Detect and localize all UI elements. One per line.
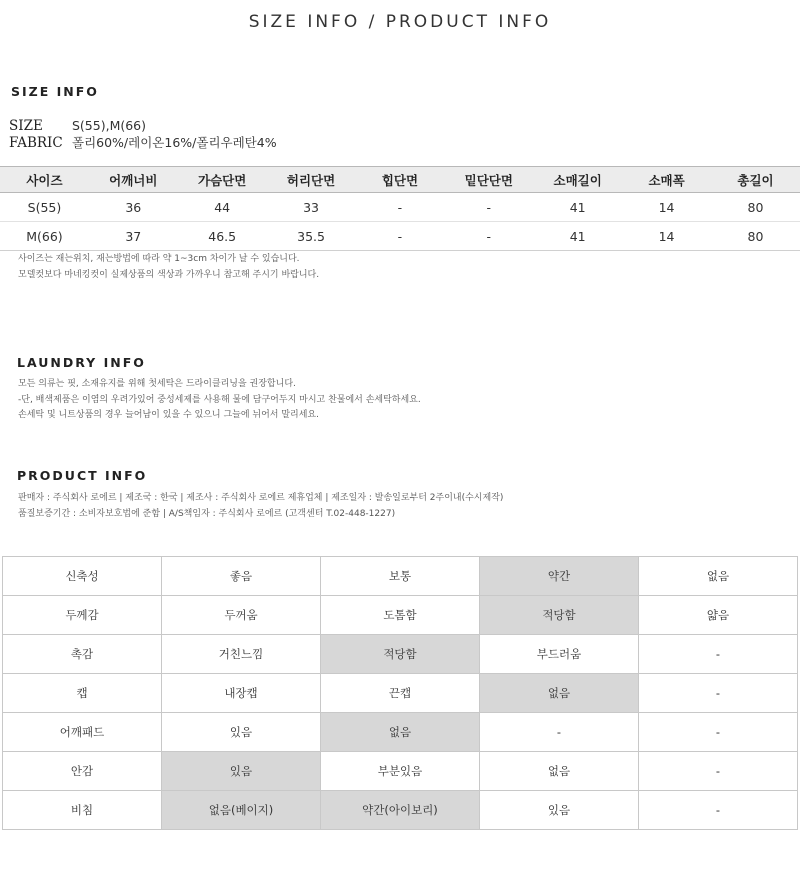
laundry-notes — [18, 377, 421, 424]
attribute-label: 캡 — [3, 674, 162, 713]
fabric-spec-row — [9, 133, 277, 151]
size-spec-row — [9, 118, 146, 134]
table-cell: - — [356, 222, 445, 251]
table-row — [0, 193, 800, 222]
table-cell: 37 — [89, 222, 178, 251]
size-table-header: 어깨너비 — [89, 167, 178, 193]
size-table-header: 가슴단면 — [178, 167, 267, 193]
table-cell: 35.5 — [267, 222, 356, 251]
table-cell: 46.5 — [178, 222, 267, 251]
attribute-option: 없음 — [639, 557, 798, 596]
note-line: 품질보증기간 : 소비자보호법에 준함 | A/S책임자 : 주식회사 로에르 (고객센터 T.02-448-1227) — [18, 508, 396, 519]
attribute-row — [3, 674, 798, 713]
product-notes — [18, 491, 503, 522]
attribute-option: 약간(아이보리) — [321, 791, 480, 830]
attribute-option: 거친느낌 — [162, 635, 321, 674]
attribute-option: 내장캡 — [162, 674, 321, 713]
size-value: S(55),M(66) — [72, 118, 147, 133]
attribute-option: - — [639, 674, 798, 713]
attribute-row — [3, 791, 798, 830]
attribute-option: 보통 — [321, 557, 480, 596]
table-cell: 14 — [622, 222, 711, 251]
size-table-header: 허리단면 — [267, 167, 356, 193]
size-table-header: 밑단단면 — [444, 167, 533, 193]
size-table-header-row — [0, 167, 800, 193]
size-table-header: 소매폭 — [622, 167, 711, 193]
table-cell: - — [356, 193, 445, 222]
attribute-option: - — [639, 752, 798, 791]
size-table — [0, 166, 800, 251]
note-line: -단, 배색제품은 이염의 우려가있어 중성세제를 사용해 물에 담구어두지 마시고 찬물에서 손세탁하세요. — [18, 394, 421, 405]
attribute-label: 안감 — [3, 752, 162, 791]
table-cell: 80 — [711, 222, 800, 251]
attribute-option: 좋음 — [162, 557, 321, 596]
attribute-option: - — [639, 791, 798, 830]
table-cell: S(55) — [0, 193, 89, 222]
attribute-row — [3, 635, 798, 674]
table-cell: 36 — [89, 193, 178, 222]
size-table-header: 소매길이 — [533, 167, 622, 193]
attribute-option: - — [639, 635, 798, 674]
attribute-option: 두꺼움 — [162, 596, 321, 635]
fabric-value: 폴리60%/레이온16%/폴리우레탄4% — [72, 135, 277, 150]
note-line: 모델컷보다 마네킹컷이 실제상품의 색상과 가까우니 참고해 주시기 바랍니다. — [18, 269, 320, 280]
attribute-option: 있음 — [162, 713, 321, 752]
attribute-label: 어깨패드 — [3, 713, 162, 752]
note-line: 손세탁 및 니트상품의 경우 늘어남이 있을 수 있으니 그늘에 뉘어서 말리세요. — [18, 410, 319, 420]
attribute-option: 부분있음 — [321, 752, 480, 791]
note-line: 판매자 : 주식회사 로에르 | 제조국 : 한국 | 제조사 : 주식회사 로에르 제휴업체 | 제조일자 : 발송일로부터 2주이내(수시제작) — [18, 493, 504, 503]
table-cell: M(66) — [0, 222, 89, 251]
size-table-header: 총길이 — [711, 167, 800, 193]
attribute-option: 약간 — [480, 557, 639, 596]
attribute-option: 있음 — [162, 752, 321, 791]
size-label: SIZE — [9, 118, 43, 134]
attribute-label: 촉감 — [3, 635, 162, 674]
table-cell: 80 — [711, 193, 800, 222]
table-cell: 14 — [622, 193, 711, 222]
product-attribute-grid — [2, 556, 798, 830]
attribute-option: 없음 — [480, 752, 639, 791]
attribute-option: 있음 — [480, 791, 639, 830]
attribute-option: 부드러움 — [480, 635, 639, 674]
fabric-label: FABRIC — [9, 135, 63, 151]
attribute-row — [3, 557, 798, 596]
attribute-option: 없음 — [480, 674, 639, 713]
page-title: SIZE INFO / PRODUCT INFO — [248, 12, 552, 32]
note-line: 모든 의류는 핏, 소재유지를 위해 첫세탁은 드라이클리닝을 권장합니다. — [18, 379, 296, 389]
table-cell: 33 — [267, 193, 356, 222]
table-cell: - — [444, 193, 533, 222]
attribute-option: 적당함 — [321, 635, 480, 674]
table-cell: 41 — [533, 193, 622, 222]
table-cell: 41 — [533, 222, 622, 251]
laundry-info-heading: LAUNDRY INFO — [17, 355, 146, 370]
attribute-row — [3, 752, 798, 791]
attribute-option: 없음(베이지) — [162, 791, 321, 830]
attribute-option: 얇음 — [639, 596, 798, 635]
attribute-label: 신축성 — [3, 557, 162, 596]
attribute-row — [3, 713, 798, 752]
attribute-label: 비침 — [3, 791, 162, 830]
attribute-option: 끈캡 — [321, 674, 480, 713]
attribute-option: 적당함 — [480, 596, 639, 635]
table-row — [0, 222, 800, 251]
product-info-heading: PRODUCT INFO — [17, 468, 148, 483]
attribute-option: - — [480, 713, 639, 752]
size-notes — [18, 252, 319, 283]
note-line: 사이즈는 재는위치, 재는방법에 따라 약 1~3cm 차이가 날 수 있습니다. — [18, 254, 300, 264]
size-info-heading: SIZE INFO — [11, 84, 99, 99]
attribute-option: 없음 — [321, 713, 480, 752]
attribute-label: 두께감 — [3, 596, 162, 635]
attribute-row — [3, 596, 798, 635]
attribute-option: - — [639, 713, 798, 752]
table-cell: 44 — [178, 193, 267, 222]
size-table-header: 힙단면 — [356, 167, 445, 193]
table-cell: - — [444, 222, 533, 251]
size-table-header: 사이즈 — [0, 167, 89, 193]
attribute-option: 도톰함 — [321, 596, 480, 635]
